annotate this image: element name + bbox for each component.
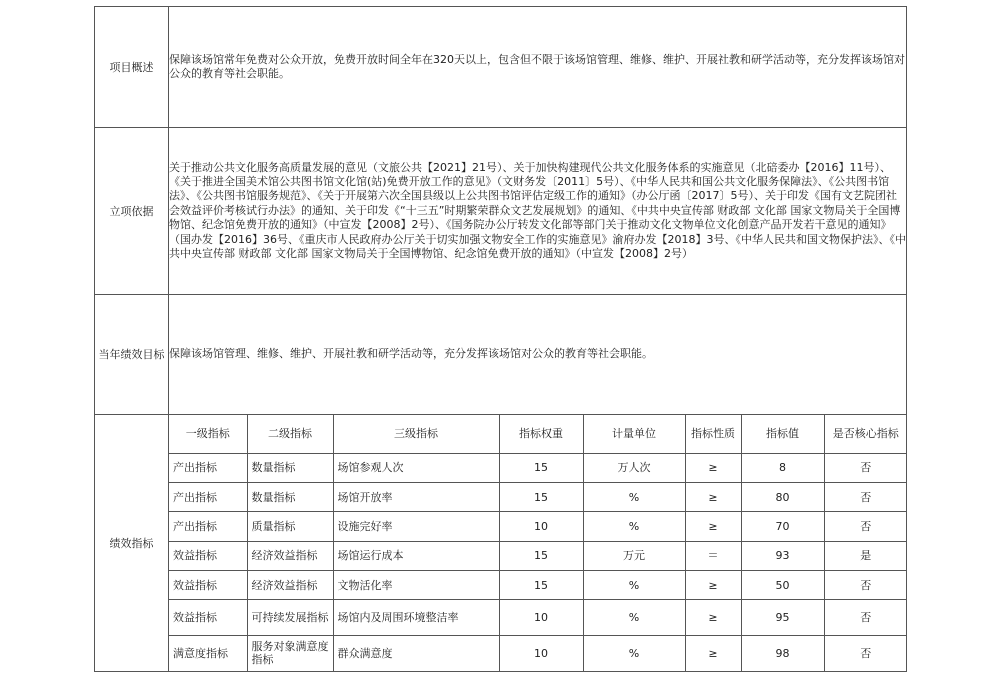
row-level3: 群众满意度	[333, 635, 499, 671]
header-level3: 三级指标	[333, 415, 499, 453]
row-unit: %	[583, 600, 685, 636]
indicators-table	[169, 415, 907, 671]
row-value: 95	[741, 600, 824, 636]
basis-label: 立项依据	[95, 128, 169, 295]
row-value: 50	[741, 570, 824, 599]
row-core: 否	[824, 600, 907, 636]
indicator-row	[169, 453, 907, 482]
row-value: 70	[741, 512, 824, 541]
row-value: 98	[741, 635, 824, 671]
row-level2: 数量指标	[247, 483, 333, 512]
overview-row	[95, 7, 907, 128]
header-value: 指标值	[741, 415, 824, 453]
row-weight: 15	[499, 483, 583, 512]
row-unit: %	[583, 483, 685, 512]
row-level2: 可持续发展指标	[247, 600, 333, 636]
row-level3: 设施完好率	[333, 512, 499, 541]
row-level1: 产出指标	[169, 483, 247, 512]
row-level1: 产出指标	[169, 453, 247, 482]
goal-label: 当年绩效目标	[95, 295, 169, 415]
row-unit: 万元	[583, 541, 685, 570]
row-weight: 15	[499, 570, 583, 599]
header-weight: 指标权重	[499, 415, 583, 453]
row-unit: %	[583, 635, 685, 671]
row-value: 93	[741, 541, 824, 570]
row-value: 80	[741, 483, 824, 512]
row-nature: ≥	[685, 570, 741, 599]
row-level3: 文物活化率	[333, 570, 499, 599]
basis-row	[95, 128, 907, 295]
indicators-label: 绩效指标	[95, 415, 169, 672]
row-nature: ≥	[685, 512, 741, 541]
indicators-row	[95, 415, 907, 672]
row-level3: 场馆参观人次	[333, 453, 499, 482]
row-level1: 满意度指标	[169, 635, 247, 671]
row-core: 否	[824, 512, 907, 541]
row-level1: 效益指标	[169, 600, 247, 636]
row-weight: 15	[499, 453, 583, 482]
row-nature: ≥	[685, 635, 741, 671]
basis-text: 关于推动公共文化服务高质量发展的意见（文旅公共【2021】21号）、关于加快构建现代公共文化服务体系的实施意见（北碚委办【2016】11号）、《关于推进全国美术馆公共图书馆文化馆(站)免费开放工作的意见》（文财务发〔2011〕5号）、《中华人民共和国公共文化服务保障法》、《公共图书馆法》、《公共图书馆服务规范》、《关于开展第六次全国县级以上公共图书馆评估定级工作的通知》（办公厅函〔2017〕5号）、关于印发《国有文艺院团社会效益评价考核试行办法》的通知、关于印发《“十三五”时期繁荣群众文艺发展规划》的通知、《中共中央宣传部 财政部 文化部 国家文物局关于全国博物馆、纪念馆免费开放的通知》（中宣发【2008】2号）、《国务院办公厅转发文化部等部门关于推动文化文物单位文化创意产品开发若干意见的通知》（国办发【2016】36号、《重庆市人民政府办公厅关于切实加强文物安全工作的实施意见》渝府办发【2018】3号、《中华人民共和国文物保护法》、《中共中央宣传部 财政部 文化部 国家文物局关于全国博物馆、纪念馆免费开放的通知》（中宣发【2008】2号）	[169, 128, 907, 295]
row-level2: 数量指标	[247, 453, 333, 482]
overview-label: 项目概述	[95, 7, 169, 128]
row-level3: 场馆运行成本	[333, 541, 499, 570]
indicator-row	[169, 635, 907, 671]
indicator-row	[169, 512, 907, 541]
header-level2: 二级指标	[247, 415, 333, 453]
row-level1: 产出指标	[169, 512, 247, 541]
indicator-row	[169, 570, 907, 599]
row-level2: 服务对象满意度指标	[247, 635, 333, 671]
overview-text: 保障该场馆常年免费对公众开放，免费开放时间全年在320天以上，包含但不限于该场馆管理、维修、维护、开展社教和研学活动等，充分发挥该场馆对公众的教育等社会职能。	[169, 7, 907, 128]
row-nature: ≥	[685, 483, 741, 512]
header-unit: 计量单位	[583, 415, 685, 453]
indicator-row	[169, 600, 907, 636]
indicators-cell	[169, 415, 907, 672]
row-unit: %	[583, 570, 685, 599]
row-unit: %	[583, 512, 685, 541]
row-weight: 10	[499, 512, 583, 541]
row-weight: 10	[499, 635, 583, 671]
goal-row	[95, 295, 907, 415]
indicators-header-row	[169, 415, 907, 453]
header-core: 是否核心指标	[824, 415, 907, 453]
row-level3: 场馆开放率	[333, 483, 499, 512]
header-nature: 指标性质	[685, 415, 741, 453]
row-level2: 经济效益指标	[247, 541, 333, 570]
row-level2: 质量指标	[247, 512, 333, 541]
row-nature: ≥	[685, 453, 741, 482]
row-level3: 场馆内及周围环境整洁率	[333, 600, 499, 636]
row-value: 8	[741, 453, 824, 482]
row-level1: 效益指标	[169, 541, 247, 570]
performance-table-sheet	[94, 6, 906, 670]
row-weight: 10	[499, 600, 583, 636]
row-core: 是	[824, 541, 907, 570]
header-level1: 一级指标	[169, 415, 247, 453]
row-unit: 万人次	[583, 453, 685, 482]
performance-table	[94, 6, 907, 672]
row-level2: 经济效益指标	[247, 570, 333, 599]
indicator-row	[169, 541, 907, 570]
row-nature: ＝	[685, 541, 741, 570]
goal-text: 保障该场馆管理、维修、维护、开展社教和研学活动等，充分发挥该场馆对公众的教育等社会职能。	[169, 295, 907, 415]
row-core: 否	[824, 570, 907, 599]
row-core: 否	[824, 483, 907, 512]
row-core: 否	[824, 453, 907, 482]
row-nature: ≥	[685, 600, 741, 636]
row-core: 否	[824, 635, 907, 671]
indicator-row	[169, 483, 907, 512]
row-weight: 15	[499, 541, 583, 570]
row-level1: 效益指标	[169, 570, 247, 599]
